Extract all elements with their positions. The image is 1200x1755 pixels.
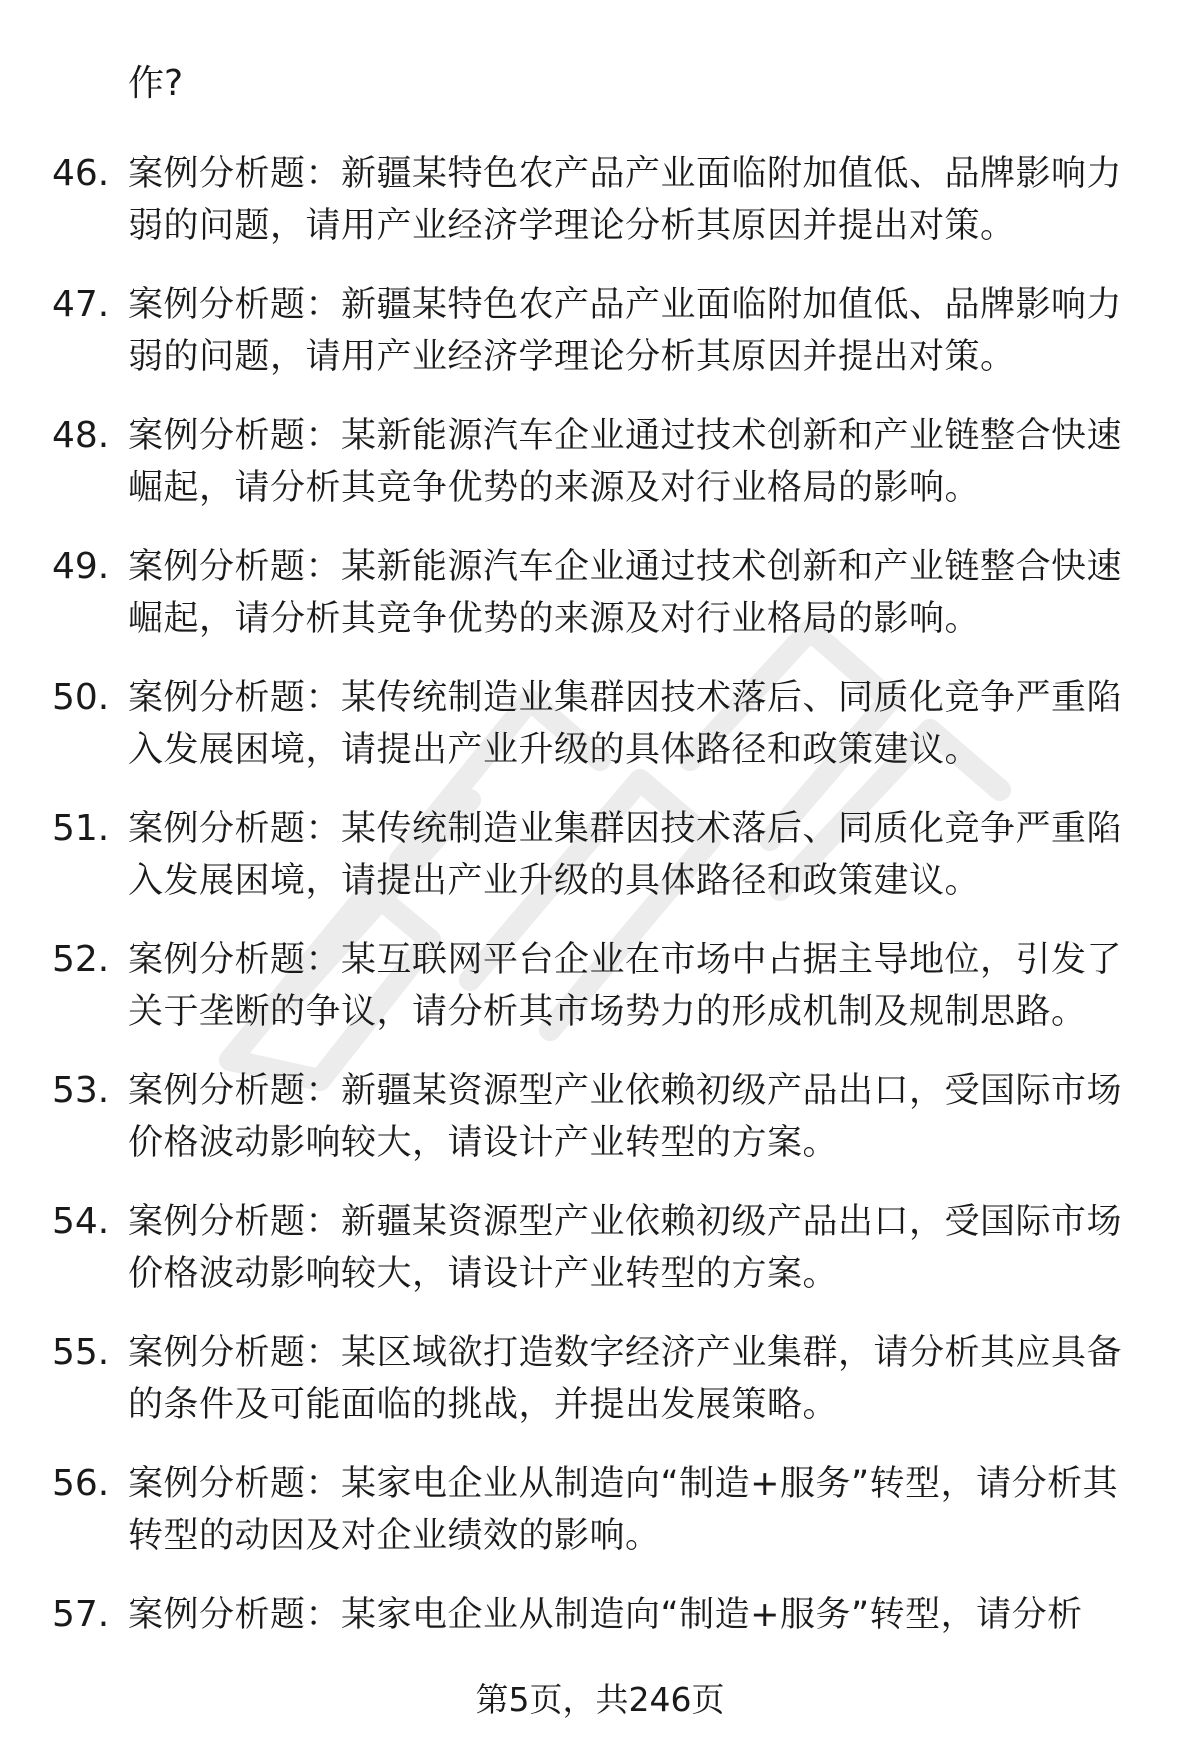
question-text: 案例分析题：新疆某特色农产品产业面临附加值低、品牌影响力弱的问题，请用产业经济学理论分析其原因并提出对策。	[128, 154, 1123, 246]
continuation-text: 作?	[128, 63, 184, 104]
question-item	[0, 148, 1200, 279]
question-text: 案例分析题：新疆某特色农产品产业面临附加值低、品牌影响力弱的问题，请用产业经济学理论分析其原因并提出对策。	[128, 285, 1123, 377]
question-item	[0, 1196, 1200, 1327]
question-number: 49.	[52, 546, 110, 587]
question-number: 51.	[52, 808, 110, 849]
question-text: 案例分析题：某区域欲打造数字经济产业集群，请分析其应具备的条件及可能面临的挑战，并提出发展策略。	[128, 1333, 1123, 1425]
question-text: 案例分析题：某家电企业从制造向“制造+服务”转型，请分析其转型的动因及对企业绩效的影响。	[128, 1464, 1119, 1556]
question-number: 54.	[52, 1201, 110, 1242]
question-number: 50.	[52, 677, 110, 718]
question-text: 案例分析题：新疆某资源型产业依赖初级产品出口，受国际市场价格波动影响较大，请设计产业转型的方案。	[128, 1202, 1123, 1294]
question-text: 案例分析题：某家电企业从制造向“制造+服务”转型，请分析	[128, 1595, 1083, 1635]
question-number: 48.	[52, 415, 110, 456]
question-number: 52.	[52, 939, 110, 980]
question-item	[0, 672, 1200, 803]
question-item	[0, 1327, 1200, 1458]
question-item	[0, 934, 1200, 1065]
question-text: 案例分析题：某传统制造业集群因技术落后、同质化竞争严重陷入发展困境，请提出产业升级的具体路径和政策建议。	[128, 809, 1123, 901]
question-text: 案例分析题：某新能源汽车企业通过技术创新和产业链整合快速崛起，请分析其竞争优势的来源及对行业格局的影响。	[128, 416, 1123, 508]
question-text: 案例分析题：某新能源汽车企业通过技术创新和产业链整合快速崛起，请分析其竞争优势的来源及对行业格局的影响。	[128, 547, 1123, 639]
question-number: 46.	[52, 153, 110, 194]
question-number: 55.	[52, 1332, 110, 1373]
question-item	[0, 279, 1200, 410]
question-number: 53.	[52, 1070, 110, 1111]
question-item	[0, 1458, 1200, 1589]
question-number: 57.	[52, 1594, 110, 1635]
question-item	[0, 803, 1200, 934]
question-item	[0, 541, 1200, 672]
question-number: 47.	[52, 284, 110, 325]
question-text: 案例分析题：某互联网平台企业在市场中占据主导地位，引发了关于垄断的争议，请分析其市场势力的形成机制及规制思路。	[128, 940, 1123, 1032]
question-number: 56.	[52, 1463, 110, 1504]
question-text: 案例分析题：新疆某资源型产业依赖初级产品出口，受国际市场价格波动影响较大，请设计产业转型的方案。	[128, 1071, 1123, 1163]
question-text: 案例分析题：某传统制造业集群因技术落后、同质化竞争严重陷入发展困境，请提出产业升级的具体路径和政策建议。	[128, 678, 1123, 770]
question-item	[0, 410, 1200, 541]
question-item	[0, 1065, 1200, 1196]
page-footer: 第5页，共246页	[475, 1680, 725, 1719]
question-list	[0, 148, 1200, 1720]
